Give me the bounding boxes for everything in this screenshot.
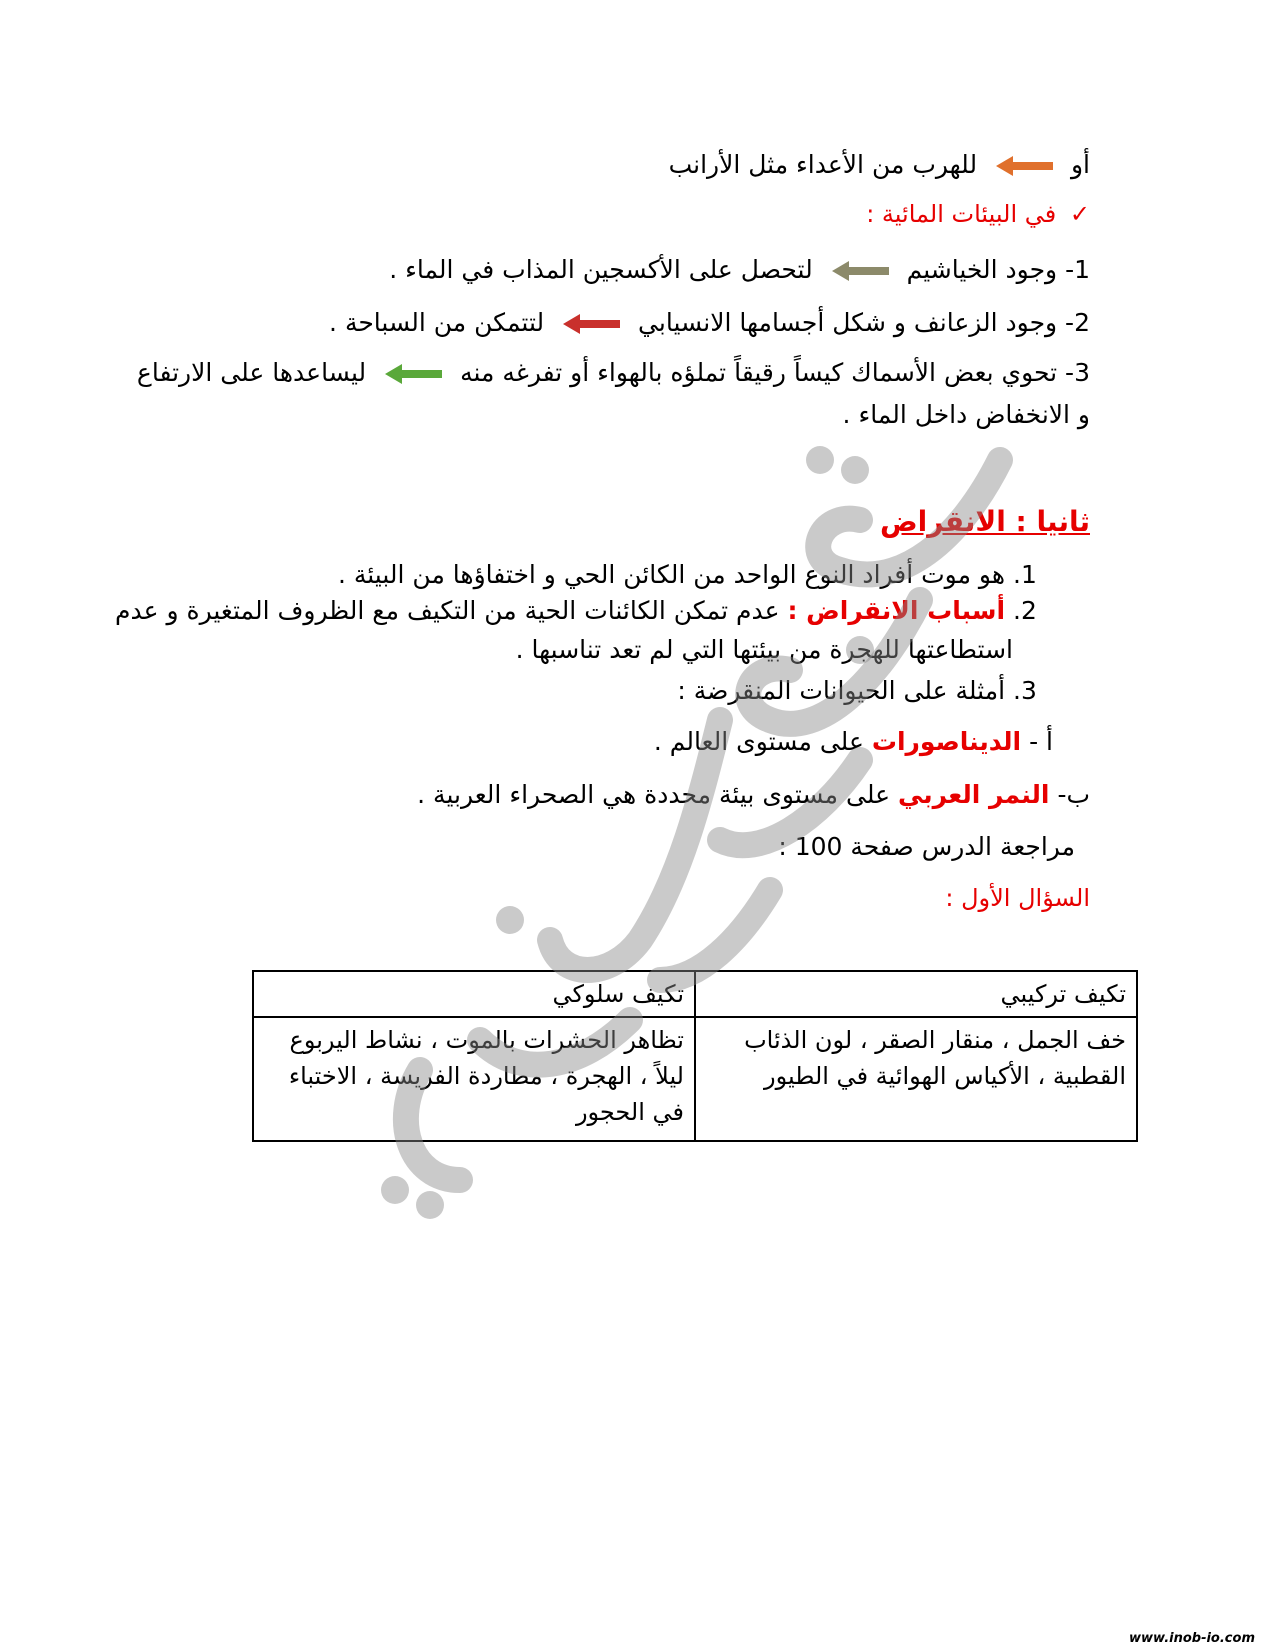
example-a-name: الديناصورات xyxy=(871,727,1022,756)
item-2-label: أسباب الانقراض : xyxy=(787,596,1006,625)
prefix-or: أو xyxy=(1070,150,1090,179)
adaptation-table xyxy=(252,970,1138,1142)
fins-purpose: لتتمكن من السباحة . xyxy=(329,308,545,337)
green-arrow-icon xyxy=(384,363,442,385)
example-b xyxy=(417,780,1090,809)
example-b-name: النمر العربي xyxy=(898,780,1050,809)
gills-text: 1- وجود الخياشيم xyxy=(906,255,1090,284)
bladder-purpose: ليساعدها على الارتفاع xyxy=(136,358,367,387)
item-1-number: 1. xyxy=(1013,560,1037,589)
aquatic-heading-line xyxy=(866,200,1090,228)
item-3-text: أمثلة على الحيوانات المنقرضة : xyxy=(677,676,1006,705)
item-3 xyxy=(677,676,1053,705)
item-1-text: هو موت أفراد النوع الواحد من الكائن الحي و اختفاؤها من البيئة . xyxy=(337,560,1006,589)
red-arrow-icon xyxy=(562,313,620,335)
line-bladder xyxy=(137,358,1090,387)
footer-url[interactable]: www.inob-io.com xyxy=(1129,1631,1255,1646)
example-a xyxy=(654,727,1053,756)
line-bladder-cont xyxy=(843,400,1090,429)
item-2-cont xyxy=(516,635,1013,664)
orange-arrow-icon xyxy=(995,155,1053,177)
example-b-text: على مستوى بيئة محددة هي الصحراء العربية . xyxy=(417,780,891,809)
question-line xyxy=(945,884,1090,912)
fins-text: 2- وجود الزعانف و شكل أجسامها الانسيابي xyxy=(638,308,1090,337)
table-row xyxy=(253,1017,1137,1141)
section-heading-line xyxy=(880,505,1090,538)
review-text: مراجعة الدرس صفحة 100 : xyxy=(778,832,1075,861)
section-title: ثانيا : الانقراض xyxy=(880,505,1090,538)
example-b-prefix: ب- xyxy=(1057,780,1090,809)
example-a-text: على مستوى العالم . xyxy=(653,727,864,756)
bladder-continuation: و الانخفاض داخل الماء . xyxy=(842,400,1090,429)
question-title: السؤال الأول : xyxy=(945,884,1090,912)
item-2 xyxy=(115,596,1053,625)
review-line xyxy=(778,832,1075,861)
item-2-number: 2. xyxy=(1013,596,1037,625)
table-cell-behavioral: تظاهر الحشرات بالموت ، نشاط اليربوع ليلاً ، الهجرة ، مطاردة الفريسة ، الاختباء في الحجور xyxy=(253,1017,695,1141)
bladder-text: 3- تحوي بعض الأسماك كيساً رقيقاً تملؤه بالهواء أو تفرغه منه xyxy=(460,358,1090,387)
line-escape xyxy=(669,150,1090,179)
table-header-row xyxy=(253,971,1137,1017)
check-icon: ✓ xyxy=(1069,200,1090,228)
table-cell-structural: خف الجمل ، منقار الصقر ، لون الذئاب القطبية ، الأكياس الهوائية في الطيور xyxy=(695,1017,1137,1141)
table-header-behavioral: تكيف سلوكي xyxy=(253,971,695,1017)
line-fins xyxy=(329,308,1090,337)
item-1 xyxy=(338,560,1053,589)
olive-arrow-icon xyxy=(831,260,889,282)
line-gills xyxy=(389,255,1090,284)
item-2-text: عدم تمكن الكائنات الحية من التكيف مع الظروف المتغيرة و عدم xyxy=(115,596,780,625)
item-2-continuation: استطاعتها للهجرة من بيئتها التي لم تعد تناسبها . xyxy=(515,635,1013,664)
gills-purpose: لتحصل على الأكسجين المذاب في الماء . xyxy=(389,255,813,284)
aquatic-heading: في البيئات المائية : xyxy=(866,200,1057,228)
table-header-structural: تكيف تركيبي xyxy=(695,971,1137,1017)
item-3-number: 3. xyxy=(1013,676,1037,705)
example-a-prefix: أ - xyxy=(1029,727,1053,756)
escape-text: للهرب من الأعداء مثل الأرانب xyxy=(668,150,978,179)
